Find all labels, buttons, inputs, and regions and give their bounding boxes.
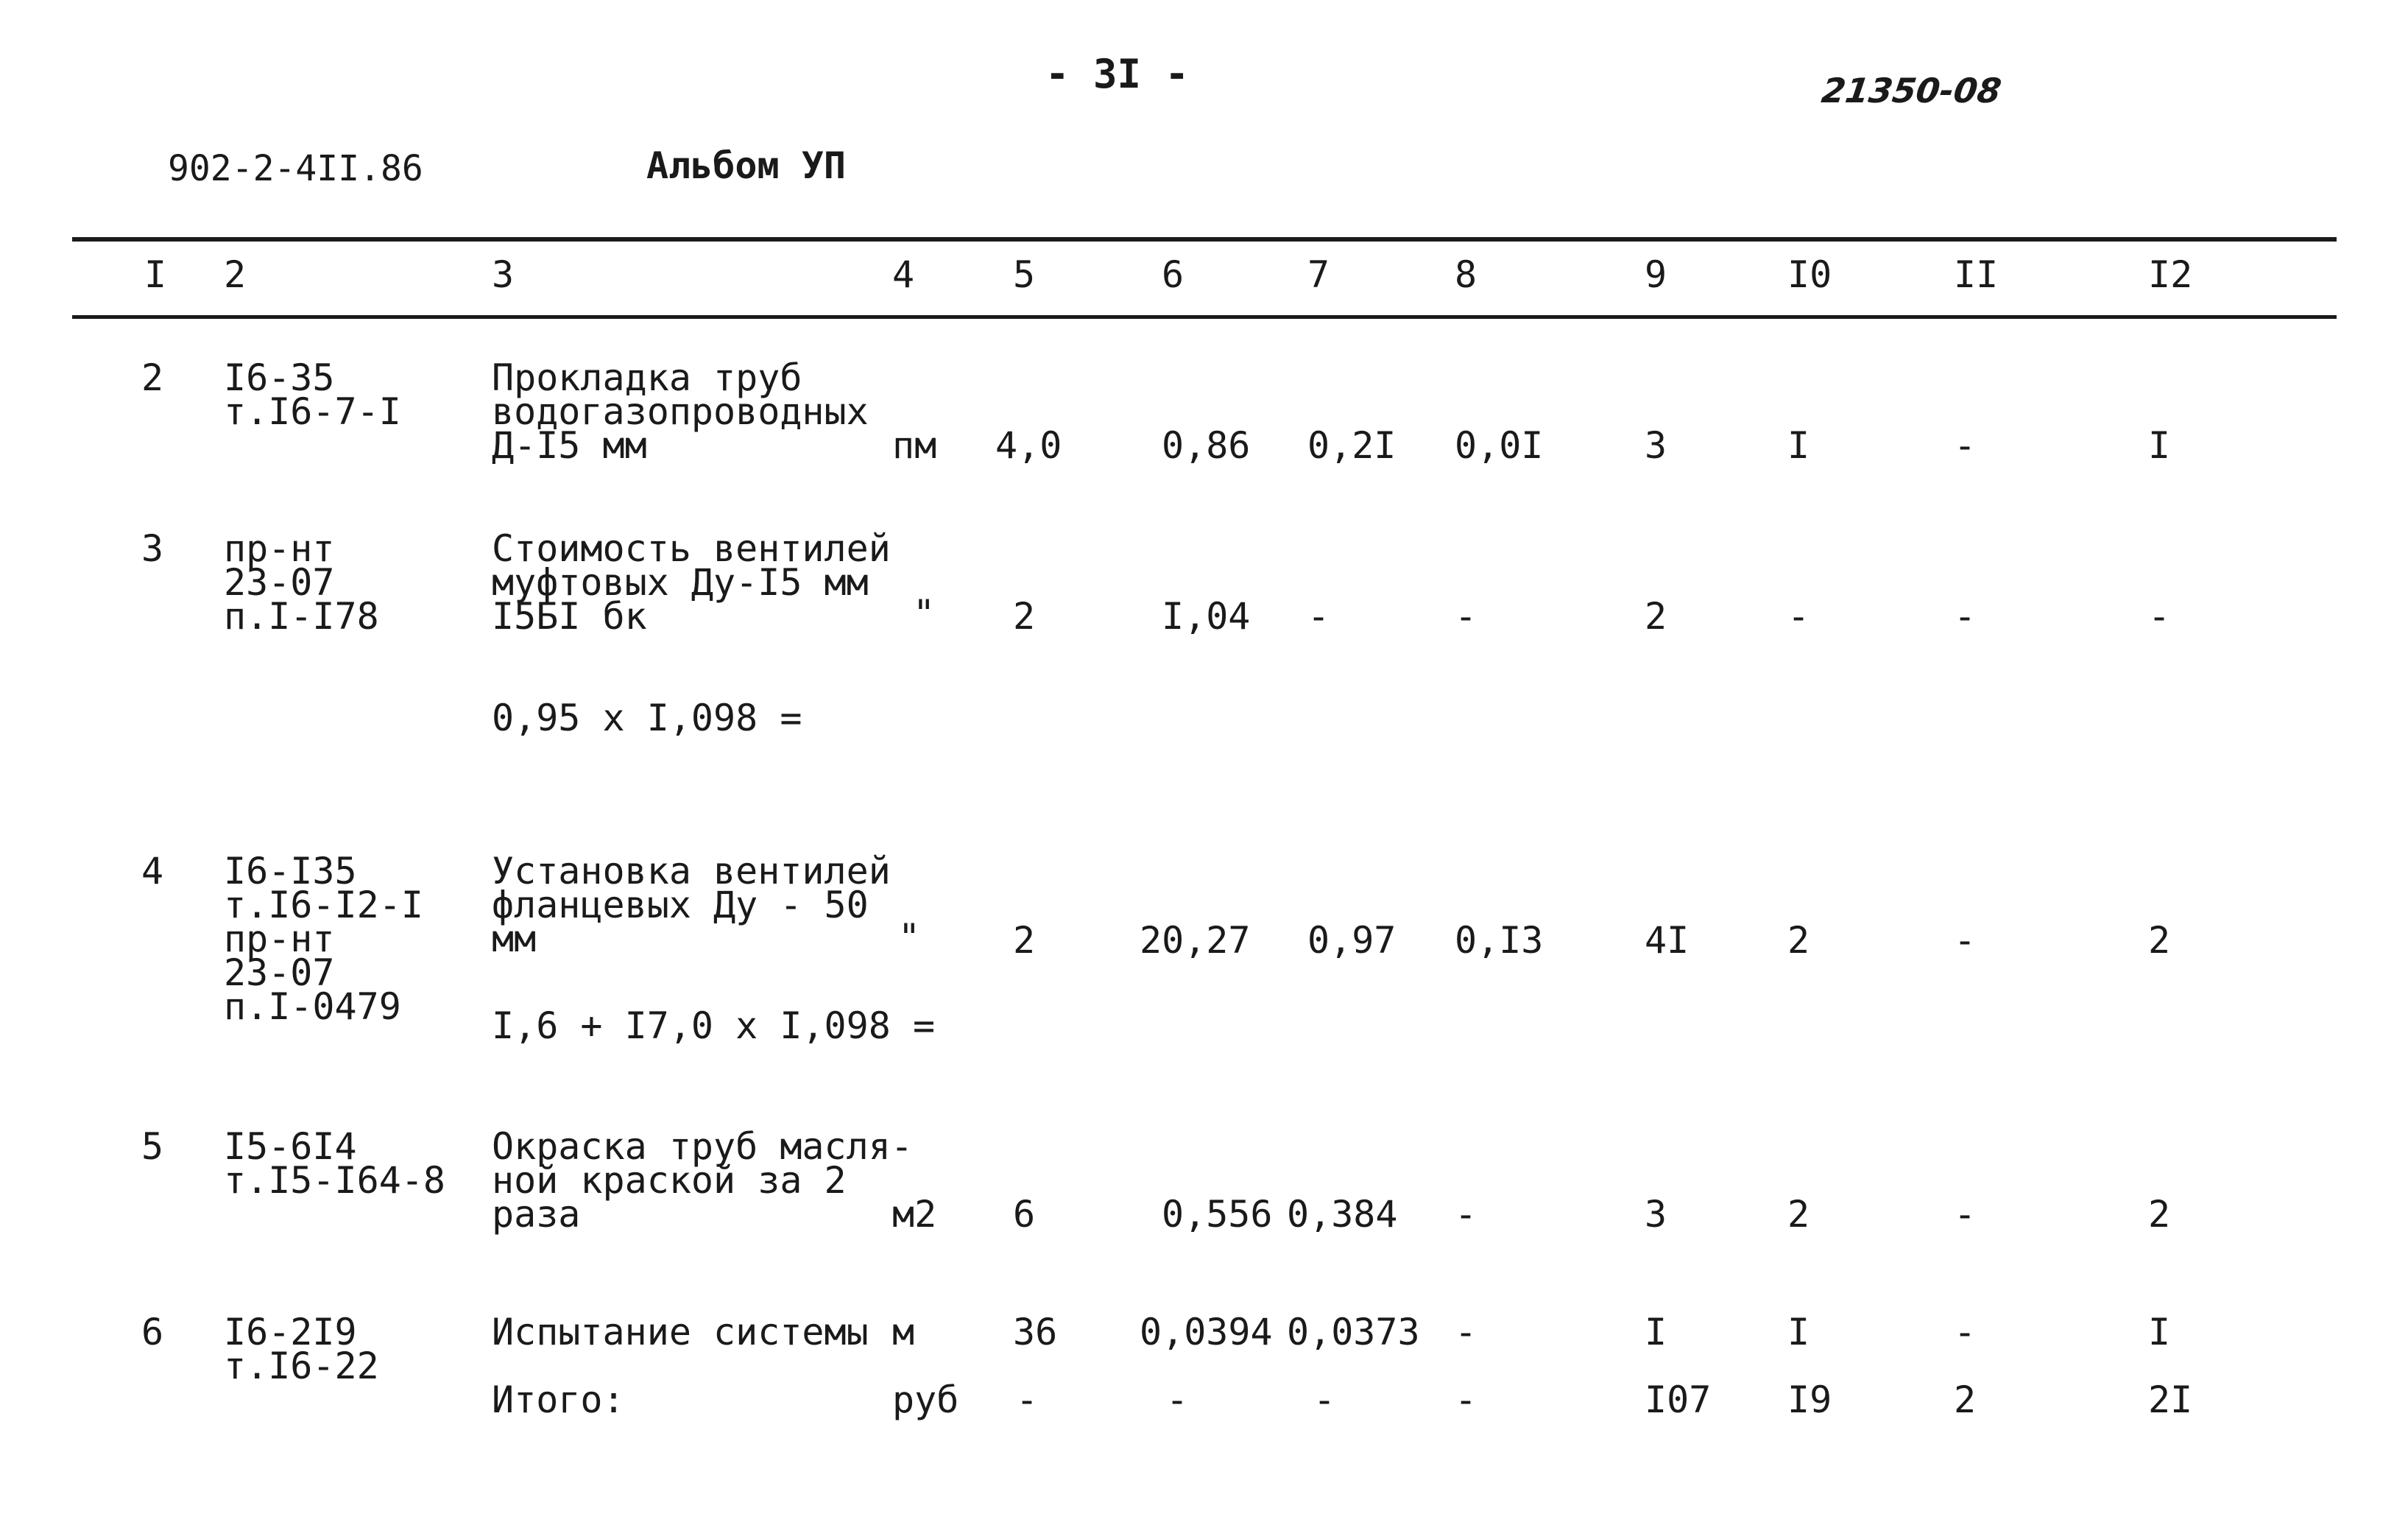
row-col5: 2 [1013,919,1036,962]
row-number: 3 [141,527,164,570]
row-col9: 4I [1645,919,1690,962]
column-header-8: 8 [1455,253,1477,296]
row-col10: I [1787,424,1810,467]
column-header-10: I0 [1787,253,1832,296]
row-col5: 6 [1013,1193,1036,1236]
row-col6: 20,27 [1140,919,1251,962]
row-number: 6 [141,1311,164,1353]
row-col10: - [1787,595,1810,638]
row-col10: I [1787,1311,1810,1353]
row-col11: - [1954,424,1977,467]
row-unit: пм [892,424,937,467]
row-description: Установка вентилей фланцевых Ду - 50 мм [492,850,891,960]
table-header-rule [72,315,2337,319]
total-col11: 2 [1954,1378,1977,1421]
row-number: 5 [141,1125,164,1168]
page-number: - 3I - [1045,51,1190,97]
row-col12: I [2148,424,2171,467]
row-col8: - [1455,1311,1477,1353]
row-col6: I,04 [1162,595,1251,638]
row-number: 4 [141,850,164,892]
column-header-2: 2 [224,253,247,296]
total-col7: - [1313,1378,1336,1421]
row-col6: 0,0394 [1140,1311,1273,1353]
row-col11: - [1954,595,1977,638]
total-col10: I9 [1787,1378,1832,1421]
row-col12: 2 [2148,1193,2171,1236]
row-col12: I [2148,1311,2171,1353]
row-col7: 0,384 [1287,1193,1398,1236]
row-col10: 2 [1787,1193,1810,1236]
row-col6: 0,556 [1162,1193,1273,1236]
total-unit: руб [892,1378,959,1421]
row-col12: 2 [2148,919,2171,962]
row-col8: 0,0I [1455,424,1544,467]
row-col6: 0,86 [1162,424,1251,467]
row-col7: 0,2I [1307,424,1397,467]
row-col11: - [1954,919,1977,962]
row-col12: - [2148,595,2171,638]
row-unit: м [892,1311,915,1353]
album-title: Альбом УП [646,144,846,187]
column-header-3: 3 [492,253,515,296]
row-col7: 0,97 [1307,919,1397,962]
row-description: Испытание системы [492,1311,869,1353]
total-label: Итого: [492,1378,625,1421]
row-formula: I,6 + I7,0 x I,098 = [492,1004,936,1047]
total-col8: - [1455,1378,1477,1421]
row-col7: 0,0373 [1287,1311,1420,1353]
table-top-rule [72,237,2337,242]
row-unit: м2 [892,1193,937,1236]
row-number: 2 [141,356,164,399]
row-code: I6-2I9 т.I6-22 [224,1311,379,1387]
doc-code: 902-2-4II.86 [168,148,423,189]
row-col7: - [1307,595,1330,638]
row-unit: " [898,916,921,959]
row-col5: 2 [1013,595,1036,638]
row-col5: 36 [1013,1311,1058,1353]
total-col9: I07 [1645,1378,1712,1421]
row-formula: 0,95 x I,098 = [492,697,802,739]
row-description: Стоимость вентилей муфтовых Ду-I5 мм I5БI бк [492,527,891,638]
row-description: Окраска труб масля- ной краской за 2 раза [492,1125,913,1236]
column-header-5: 5 [1013,253,1036,296]
column-header-9: 9 [1645,253,1667,296]
row-col11: - [1954,1311,1977,1353]
row-col9: 3 [1645,424,1667,467]
row-code: I6-35 т.I6-7-I [224,356,401,433]
row-code: пр-нт 23-07 п.I-I78 [224,527,379,638]
row-code: I6-I35 т.I6-I2-I пр-нт 23-07 п.I-0479 [224,850,423,1028]
row-col9: 2 [1645,595,1667,638]
column-header-12: I2 [2148,253,2193,296]
total-col5: - [1016,1378,1039,1421]
row-description: Прокладка труб водогазопроводных Д-I5 мм [492,356,869,467]
column-header-7: 7 [1307,253,1330,296]
column-header-6: 6 [1162,253,1184,296]
total-col12: 2I [2148,1378,2193,1421]
column-header-1: I [144,253,167,296]
row-code: I5-6I4 т.I5-I64-8 [224,1125,446,1202]
row-col11: - [1954,1193,1977,1236]
row-col10: 2 [1787,919,1810,962]
row-col5: 4,0 [995,424,1062,467]
row-col9: I [1645,1311,1667,1353]
row-col8: - [1455,595,1477,638]
row-col9: 3 [1645,1193,1667,1236]
column-header-11: II [1954,253,1999,296]
row-col8: 0,I3 [1455,919,1544,962]
column-header-4: 4 [892,253,915,296]
total-col6: - [1166,1378,1189,1421]
row-unit: " [913,592,936,635]
handwritten-stamp: 21350-08 [1819,71,2004,110]
row-col8: - [1455,1193,1477,1236]
